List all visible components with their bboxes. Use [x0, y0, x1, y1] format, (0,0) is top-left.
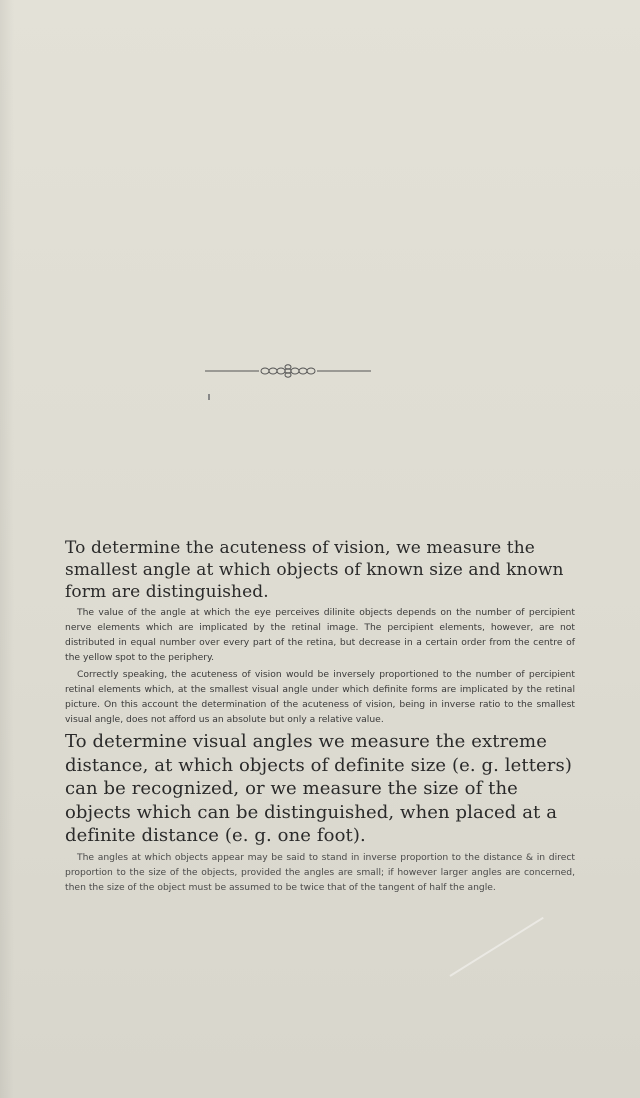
stray-mark — [208, 394, 210, 400]
section-heading: To determine the acuteness of vision, we measure the smallest angle at which objects of known size and known form are distinguished. — [65, 538, 564, 602]
section-heading: To determine visual angles we measure the extreme distance, at which objects of definite size (e. g. letters) can be recognized, or we measure the size of the objects which can be distinguished, when placed at a definite distance (e. g. one foot). — [65, 731, 572, 846]
note-paragraph: Correctly speaking, the acuteness of vision would be inversely proportioned to the number of percipient retinal elements which, at the smallest visual angle under which definite forms are implicated by the retinal picture. On this account the determination of the acuteness of vision, being in inverse ratio to the smallest visual angle, does not afford us an absolute but only a relative value. — [65, 669, 575, 725]
paper-streak — [449, 917, 543, 977]
note-paragraph: The value of the angle at which the eye perceives dilinite objects depends on the number of percipient nerve elements which are implicated by the retinal image. The percipient elements, however, are not distributed in equal number over every part of the retina, but decrease in a certain order from the centre of the yellow spot to the periphery. — [65, 607, 575, 663]
ornament-divider-icon — [205, 364, 371, 378]
section-visual-angles — [65, 730, 575, 895]
note-paragraph: The angles at which objects appear may be said to stand in inverse proportion to the distance & in direct proportion to the size of the objects, provided the angles are small; if however larger angles are concerned, then the size of the object must be assumed to be twice that of the tangent of half the angle. — [65, 851, 575, 893]
section-acuteness — [65, 537, 575, 727]
